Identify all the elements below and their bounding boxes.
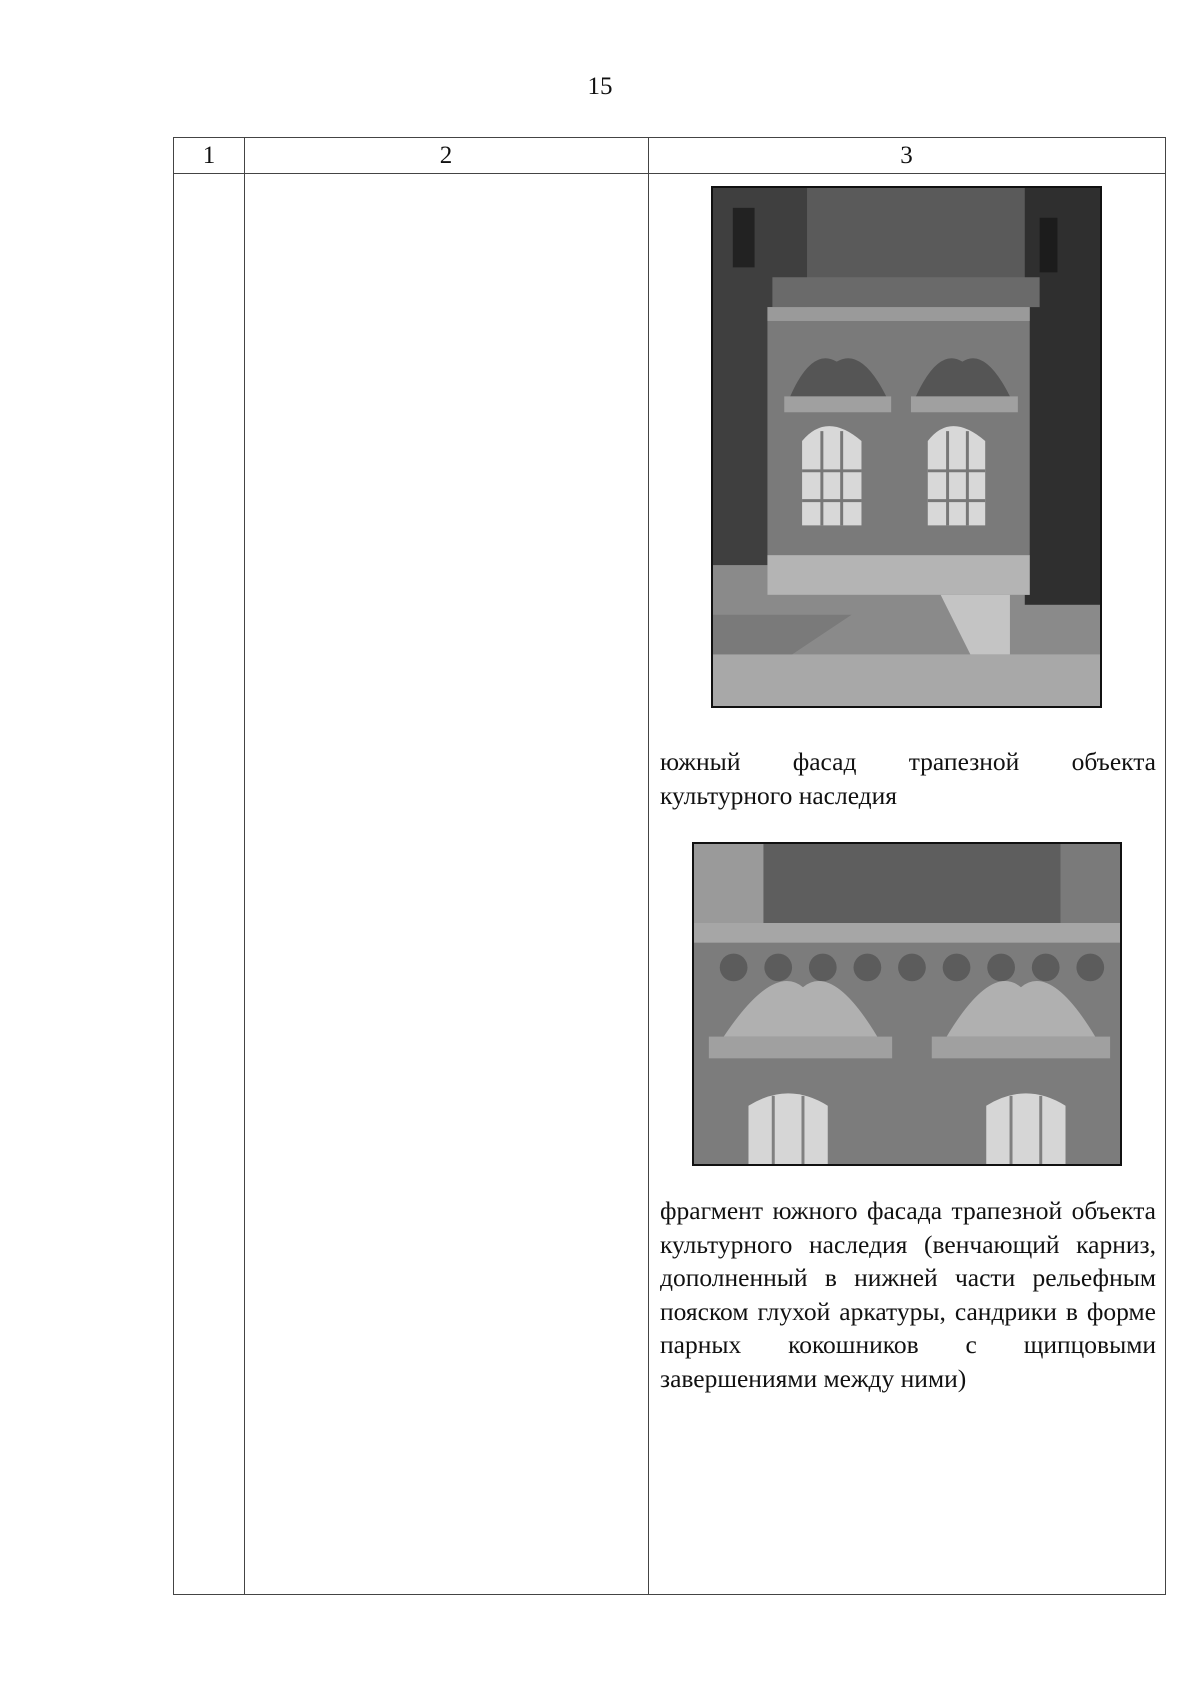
column-header-3: 3 [900, 142, 913, 169]
south-facade-fragment-photo [692, 842, 1122, 1166]
header-divider [174, 173, 1165, 174]
page-number: 15 [587, 73, 613, 100]
column-header-1: 1 [202, 142, 216, 169]
column-divider [648, 138, 649, 1594]
south-facade-refectory-photo [711, 186, 1102, 708]
column-header-2: 2 [439, 142, 453, 169]
column-divider [244, 138, 245, 1594]
caption-south-facade-fragment: фрагмент южного фасада трапезной объекта культурного наследия (венчающий карниз, дополненный в нижней части рельефным пояском глухой аркатуры, сандрики в форме парных кокошников с щипцовыми завершениями между ними) [660, 1196, 1156, 1393]
caption-south-facade: южный фасад трапезной объекта культурного наследия [660, 747, 1156, 810]
